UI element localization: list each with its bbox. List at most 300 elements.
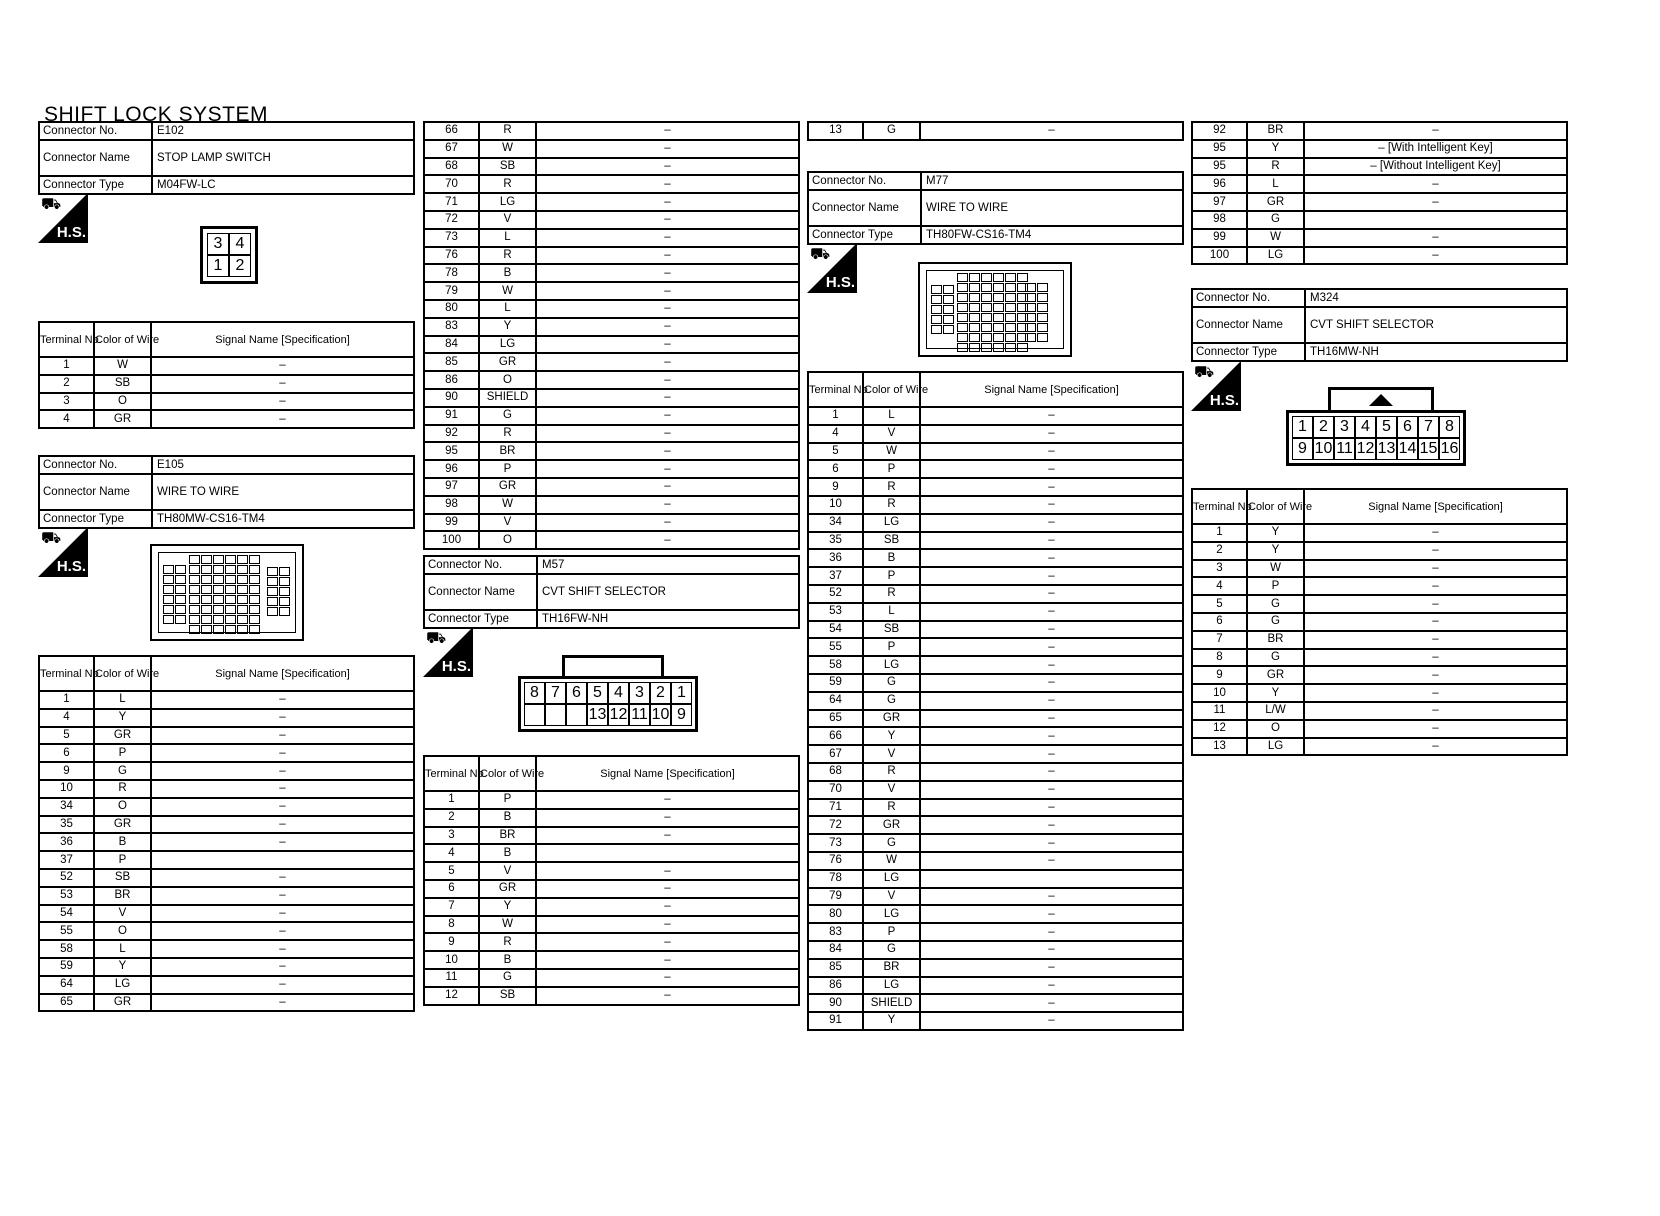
header-color-of-wire: Color of Wire: [1247, 489, 1304, 524]
terminal-no: 100: [1192, 247, 1247, 265]
label-connector-no: Connector No.: [1192, 289, 1305, 307]
terminal-no: 65: [39, 994, 94, 1012]
signal-name: –: [920, 549, 1183, 567]
table-row: [808, 781, 1183, 799]
wire-color: R: [479, 175, 536, 193]
pin: 10: [1313, 438, 1334, 460]
wire-color: LG: [863, 656, 920, 674]
wire-color: GR: [479, 478, 536, 496]
table-row: [808, 905, 1183, 923]
table-row: [808, 799, 1183, 817]
table-row: [424, 425, 799, 443]
terminal-no: 2: [424, 809, 479, 827]
pin: 14: [1397, 438, 1418, 460]
wire-color: LG: [863, 905, 920, 923]
terminal-no: 6: [1192, 613, 1247, 631]
wire-color: Y: [1247, 684, 1304, 702]
table-header: [1192, 489, 1567, 524]
terminal-no: 34: [39, 798, 94, 816]
wire-color: O: [479, 371, 536, 389]
table-row: [39, 780, 414, 798]
wire-color: B: [863, 549, 920, 567]
terminal-no: 78: [808, 870, 863, 888]
signal-name: –: [536, 442, 799, 460]
wire-color: R: [863, 478, 920, 496]
wire-color: SB: [94, 869, 151, 887]
table-row: [808, 549, 1183, 567]
terminal-no: 35: [808, 532, 863, 550]
signal-name: –: [920, 621, 1183, 639]
pin: 9: [1292, 438, 1313, 460]
wire-color: O: [94, 393, 151, 411]
table-row: [424, 264, 799, 282]
pin: 4: [608, 682, 629, 704]
hs-icon: ⛟ H.S.: [807, 243, 857, 293]
connector-face-m77: [918, 262, 1072, 357]
pin-table-m57: [423, 755, 800, 1006]
signal-name: –: [536, 791, 799, 809]
terminal-no: 2: [1192, 542, 1247, 560]
wire-color: G: [94, 762, 151, 780]
wire-color: Y: [863, 727, 920, 745]
signal-name: –: [1304, 631, 1567, 649]
table-row: [424, 229, 799, 247]
table-row: [39, 851, 414, 869]
terminal-no: 72: [808, 816, 863, 834]
table-row: [808, 674, 1183, 692]
terminal-no: 52: [808, 585, 863, 603]
wire-color: P: [863, 638, 920, 656]
table-row: [1192, 595, 1567, 613]
table-row: [424, 175, 799, 193]
terminal-no: 91: [424, 407, 479, 425]
header-terminal-no: Terminal No.: [39, 322, 94, 357]
pin: 4: [1355, 416, 1376, 438]
table-row: [424, 987, 799, 1005]
label-connector-type: Connector Type: [808, 226, 921, 244]
wire-color: SB: [479, 987, 536, 1005]
terminal-no: 37: [808, 567, 863, 585]
table-row: [424, 478, 799, 496]
terminal-no: 4: [39, 410, 94, 428]
table-row: [808, 834, 1183, 852]
signal-name: –: [1304, 542, 1567, 560]
table-row: [424, 969, 799, 987]
wire-color: W: [863, 852, 920, 870]
signal-name: –: [151, 976, 414, 994]
wire-color: Y: [1247, 140, 1304, 158]
label-connector-no: Connector No.: [424, 556, 537, 574]
wire-color: GR: [1247, 193, 1304, 211]
table-row: [808, 941, 1183, 959]
terminal-no: 86: [808, 977, 863, 995]
terminal-no: 9: [424, 933, 479, 951]
table-row: [424, 300, 799, 318]
signal-name: [536, 844, 799, 862]
header-terminal-no: Terminal No.: [424, 756, 479, 791]
terminal-no: 5: [424, 862, 479, 880]
terminal-no: 59: [39, 958, 94, 976]
table-row: [39, 798, 414, 816]
signal-name: –: [920, 834, 1183, 852]
signal-name: –: [151, 727, 414, 745]
wire-color: Y: [1247, 542, 1304, 560]
terminal-no: 78: [424, 264, 479, 282]
terminal-no: 10: [808, 496, 863, 514]
pin: 7: [1418, 416, 1439, 438]
table-row: [424, 371, 799, 389]
terminal-no: 1: [39, 691, 94, 709]
connector-face-m57: [518, 655, 698, 732]
pin: 2: [229, 255, 251, 277]
header-signal-name: Signal Name [Specification]: [151, 656, 414, 691]
wire-color: Y: [479, 318, 536, 336]
signal-name: –: [1304, 247, 1567, 265]
terminal-no: 12: [1192, 720, 1247, 738]
terminal-no: 91: [808, 1012, 863, 1030]
header-signal-name: Signal Name [Specification]: [1304, 489, 1567, 524]
table-row: [1192, 560, 1567, 578]
signal-name: –: [151, 816, 414, 834]
value-connector-name: CVT SHIFT SELECTOR: [537, 574, 799, 610]
wire-color: R: [863, 496, 920, 514]
table-row: [808, 621, 1183, 639]
table-row: [808, 710, 1183, 728]
header-terminal-no: Terminal No.: [1192, 489, 1247, 524]
wire-color: L: [479, 300, 536, 318]
label-connector-no: Connector No.: [39, 456, 152, 474]
pin: 3: [1334, 416, 1355, 438]
header-color-of-wire: Color of Wire: [94, 322, 151, 357]
wire-color: GR: [94, 410, 151, 428]
header-color-of-wire: Color of Wire: [94, 656, 151, 691]
wire-color: W: [1247, 229, 1304, 247]
terminal-no: 59: [808, 674, 863, 692]
terminal-no: 99: [1192, 229, 1247, 247]
value-connector-name: WIRE TO WIRE: [921, 190, 1183, 226]
terminal-no: 54: [39, 905, 94, 923]
value-connector-type: TH80FW-CS16-TM4: [921, 226, 1183, 244]
wire-color: GR: [94, 816, 151, 834]
terminal-no: 99: [424, 514, 479, 532]
terminal-no: 6: [808, 460, 863, 478]
signal-name: –: [536, 951, 799, 969]
signal-name: –: [1304, 175, 1567, 193]
wire-color: G: [1247, 649, 1304, 667]
terminal-no: 13: [808, 122, 863, 140]
table-row: [808, 603, 1183, 621]
pin: [566, 704, 587, 726]
pin: 8: [524, 682, 545, 704]
wire-color: O: [1247, 720, 1304, 738]
terminal-no: 70: [424, 175, 479, 193]
wire-color: SB: [94, 375, 151, 393]
wire-color: Y: [94, 709, 151, 727]
value-connector-name: STOP LAMP SWITCH: [152, 140, 414, 176]
pin-block: [163, 565, 186, 624]
label-connector-type: Connector Type: [39, 176, 152, 194]
pin: 1: [1292, 416, 1313, 438]
wire-color: SB: [863, 532, 920, 550]
wire-color: R: [479, 247, 536, 265]
terminal-no: 64: [39, 976, 94, 994]
signal-name: –: [1304, 122, 1567, 140]
wire-color: GR: [863, 816, 920, 834]
signal-name: –: [536, 496, 799, 514]
wire-color: L: [1247, 175, 1304, 193]
table-row: [808, 959, 1183, 977]
table-row: [424, 336, 799, 354]
signal-name: –: [151, 798, 414, 816]
signal-name: –: [920, 941, 1183, 959]
table-row: [808, 656, 1183, 674]
connector-face-m324: [1286, 387, 1466, 466]
terminal-no: 1: [424, 791, 479, 809]
table-row: [808, 443, 1183, 461]
wire-color: G: [1247, 595, 1304, 613]
terminal-no: 36: [39, 833, 94, 851]
terminal-no: 9: [808, 478, 863, 496]
pin: 13: [587, 704, 608, 726]
pin: 13: [1376, 438, 1397, 460]
table-row: [39, 762, 414, 780]
signal-name: –: [536, 827, 799, 845]
table-row: [424, 353, 799, 371]
terminal-no: 95: [1192, 140, 1247, 158]
pin: 12: [608, 704, 629, 726]
wire-color: L/W: [1247, 702, 1304, 720]
connector-face-e105: [150, 544, 304, 641]
label-connector-type: Connector Type: [424, 610, 537, 628]
signal-name: [1304, 211, 1567, 229]
terminal-no: 92: [424, 425, 479, 443]
wire-color: BR: [94, 887, 151, 905]
signal-name: –: [920, 407, 1183, 425]
wire-color: Y: [863, 1012, 920, 1030]
signal-name: –: [536, 193, 799, 211]
wire-color: G: [863, 692, 920, 710]
wire-color: O: [94, 922, 151, 940]
wire-color: P: [94, 851, 151, 869]
terminal-no: 35: [39, 816, 94, 834]
terminal-no: 96: [1192, 175, 1247, 193]
terminal-no: 73: [424, 229, 479, 247]
signal-name: –: [536, 916, 799, 934]
connector-info-e105: [38, 455, 415, 529]
wire-color: P: [94, 744, 151, 762]
signal-name: –: [920, 852, 1183, 870]
signal-name: –: [920, 994, 1183, 1012]
table-row: [39, 375, 414, 393]
wire-color: L: [94, 691, 151, 709]
terminal-no: 84: [808, 941, 863, 959]
signal-name: –: [1304, 524, 1567, 542]
terminal-no: 10: [424, 951, 479, 969]
table-row: [808, 567, 1183, 585]
signal-name: –: [151, 762, 414, 780]
signal-name: –: [536, 809, 799, 827]
wire-color: O: [94, 798, 151, 816]
pin: 15: [1418, 438, 1439, 460]
wire-color: W: [479, 282, 536, 300]
table-row: [424, 531, 799, 549]
signal-name: –: [536, 389, 799, 407]
table-row: [39, 744, 414, 762]
label-connector-name: Connector Name: [39, 140, 152, 176]
table-row: [424, 791, 799, 809]
signal-name: –: [151, 375, 414, 393]
signal-name: –: [920, 425, 1183, 443]
signal-name: –: [151, 869, 414, 887]
table-row: [808, 994, 1183, 1012]
table-row: [424, 496, 799, 514]
terminal-no: 6: [424, 880, 479, 898]
signal-name: –: [920, 478, 1183, 496]
signal-name: –: [1304, 560, 1567, 578]
terminal-no: 68: [424, 158, 479, 176]
wire-color: P: [479, 460, 536, 478]
terminal-no: 65: [808, 710, 863, 728]
table-row: [1192, 649, 1567, 667]
terminal-no: 73: [808, 834, 863, 852]
terminal-no: 98: [1192, 211, 1247, 229]
wire-color: G: [863, 674, 920, 692]
pin: 7: [545, 682, 566, 704]
wire-color: W: [479, 916, 536, 934]
signal-name: –: [1304, 684, 1567, 702]
terminal-no: 53: [39, 887, 94, 905]
terminal-no: 3: [424, 827, 479, 845]
terminal-no: 58: [39, 940, 94, 958]
table-row: [39, 922, 414, 940]
wire-color: W: [1247, 560, 1304, 578]
table-row: [1192, 247, 1567, 265]
table-row: [1192, 666, 1567, 684]
terminal-no: 4: [1192, 577, 1247, 595]
table-row: [39, 691, 414, 709]
signal-name: [151, 851, 414, 869]
wire-color: GR: [94, 994, 151, 1012]
signal-name: –: [920, 727, 1183, 745]
wire-color: SB: [479, 158, 536, 176]
table-row: [424, 247, 799, 265]
pin-block: [931, 285, 954, 334]
table-row: [424, 407, 799, 425]
signal-name: –: [920, 443, 1183, 461]
terminal-no: 80: [424, 300, 479, 318]
wire-color: G: [479, 407, 536, 425]
wire-color: W: [479, 496, 536, 514]
signal-name: –: [151, 833, 414, 851]
wire-color: G: [863, 122, 920, 140]
value-connector-no: M57: [537, 556, 799, 574]
pin: 11: [1334, 438, 1355, 460]
pin: [545, 704, 566, 726]
table-row: [808, 692, 1183, 710]
table-row: [424, 318, 799, 336]
pin: [524, 704, 545, 726]
pin: 10: [650, 704, 671, 726]
hs-icon: ⛟ H.S.: [38, 193, 88, 243]
terminal-no: 76: [424, 247, 479, 265]
pin: 11: [629, 704, 650, 726]
table-row: [424, 809, 799, 827]
signal-name: –: [536, 862, 799, 880]
wire-color: LG: [863, 870, 920, 888]
table-row: [39, 994, 414, 1012]
terminal-no: 68: [808, 763, 863, 781]
terminal-no: 97: [424, 478, 479, 496]
signal-name: –: [536, 264, 799, 282]
terminal-no: 71: [808, 799, 863, 817]
wire-color: P: [863, 923, 920, 941]
signal-name: –: [536, 969, 799, 987]
value-connector-type: M04FW-LC: [152, 176, 414, 194]
terminal-no: 52: [39, 869, 94, 887]
wire-color: P: [863, 460, 920, 478]
signal-name: –: [151, 691, 414, 709]
table-row: [39, 816, 414, 834]
pin: 5: [587, 682, 608, 704]
wire-color: B: [479, 951, 536, 969]
terminal-no: 79: [424, 282, 479, 300]
table-row: [1192, 684, 1567, 702]
wire-color: GR: [479, 353, 536, 371]
signal-name: –: [536, 353, 799, 371]
table-row: [808, 407, 1183, 425]
signal-name: [920, 870, 1183, 888]
terminal-no: 64: [808, 692, 863, 710]
signal-name: –: [1304, 702, 1567, 720]
table-row: [808, 816, 1183, 834]
signal-name: –: [536, 425, 799, 443]
table-row: [808, 496, 1183, 514]
terminal-no: 3: [1192, 560, 1247, 578]
table-row: [424, 460, 799, 478]
table-row: [1192, 229, 1567, 247]
wire-color: GR: [1247, 666, 1304, 684]
signal-name: –: [151, 410, 414, 428]
table-row: [808, 122, 1183, 140]
label-connector-name: Connector Name: [424, 574, 537, 610]
terminal-no: 7: [1192, 631, 1247, 649]
signal-name: –: [151, 922, 414, 940]
terminal-no: 13: [1192, 738, 1247, 756]
pin-table-m77-continued: [1191, 121, 1568, 265]
page-title: SHIFT LOCK SYSTEM: [44, 103, 268, 126]
wire-color: BR: [1247, 631, 1304, 649]
signal-name: –: [920, 674, 1183, 692]
value-connector-type: TH16FW-NH: [537, 610, 799, 628]
wire-color: GR: [479, 880, 536, 898]
wire-color: BR: [1247, 122, 1304, 140]
wire-color: LG: [479, 336, 536, 354]
signal-name: –: [536, 300, 799, 318]
signal-name: –: [536, 898, 799, 916]
wire-color: V: [863, 425, 920, 443]
signal-name: –: [920, 763, 1183, 781]
terminal-no: 85: [424, 353, 479, 371]
wire-color: G: [1247, 211, 1304, 229]
terminal-no: 1: [808, 407, 863, 425]
terminal-no: 55: [39, 922, 94, 940]
table-header: [39, 322, 414, 357]
wire-color: BR: [863, 959, 920, 977]
signal-name: –: [920, 1012, 1183, 1030]
signal-name: –: [1304, 738, 1567, 756]
signal-name: –: [536, 880, 799, 898]
wire-color: B: [479, 844, 536, 862]
